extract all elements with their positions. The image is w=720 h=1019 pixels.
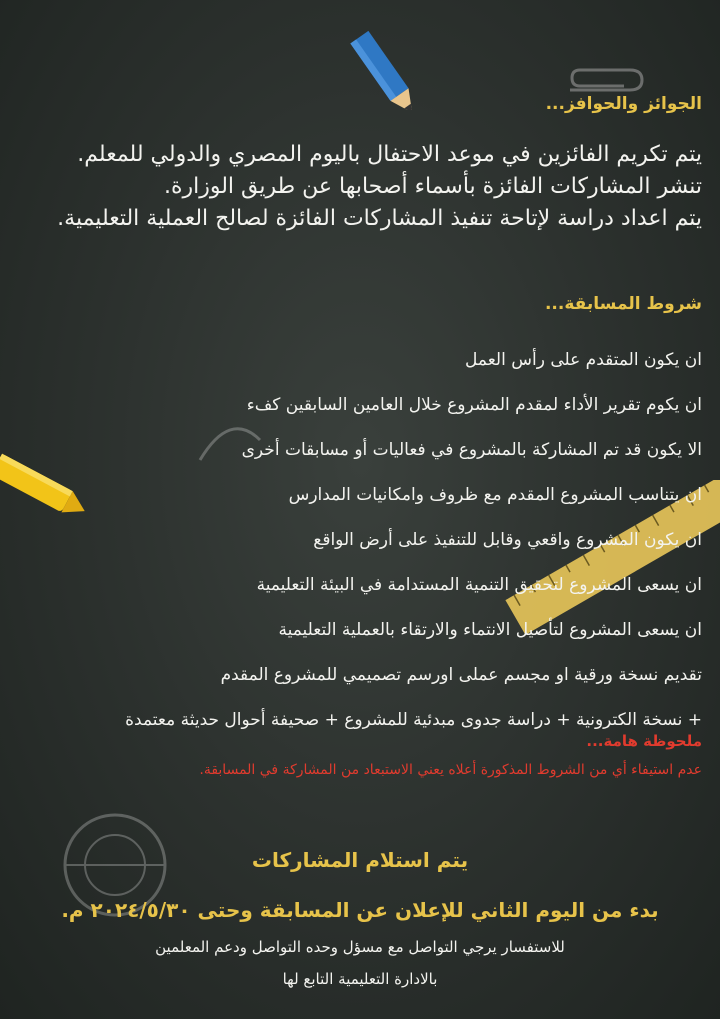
condition-item: + نسخة الكترونية + دراسة جدوى مبدئية للمشروع + صحيفة أحوال حديثة معتمدة	[125, 710, 702, 730]
contact-line-2: بالادارة التعليمية التابع لها	[282, 970, 438, 988]
condition-item: ان يتناسب المشروع المقدم مع ظروف وامكانيات المدارس	[288, 485, 702, 505]
prize-line: يتم تكريم الفائزين في موعد الاحتفال باليوم المصري والدولي للمعلم.	[77, 142, 702, 167]
prize-line: يتم اعداد دراسة لإتاحة تنفيذ المشاركات الفائزة لصالح العملية التعليمية.	[57, 206, 702, 231]
prizes-title: الجوائز والحوافز...	[545, 94, 702, 114]
note-title: ملحوظة هامة...	[586, 732, 702, 750]
note-text: عدم استيفاء أي من الشروط المذكورة أعلاه يعني الاستبعاد من المشاركة في المسابقة.	[199, 762, 702, 778]
condition-item: تقديم نسخة ورقية او مجسم عملى اورسم تصميمي للمشروع المقدم	[220, 665, 702, 685]
condition-item: الا يكون قد تم المشاركة بالمشروع في فعاليات أو مسابقات أخرى	[241, 440, 702, 460]
conditions-title: شروط المسابقة...	[544, 294, 702, 314]
condition-item: ان يسعى المشروع لتحقيق التنمية المستدامة في البيئة التعليمية	[256, 575, 702, 595]
condition-item: ان يكون المتقدم على رأس العمل	[465, 350, 702, 370]
condition-item: ان يكوم تقرير الأداء لمقدم المشروع خلال العامين السابقين كفء	[246, 395, 702, 415]
condition-item: ان يكون المشروع واقعي وقابل للتنفيذ على أرض الواقع	[313, 530, 702, 550]
prize-line: تنشر المشاركات الفائزة بأسماء أصحابها عن طريق الوزارة.	[163, 174, 702, 199]
receive-title: يتم استلام المشاركات	[251, 848, 469, 872]
conditions-list	[18, 338, 702, 743]
receive-date: بدء من اليوم الثاني للإعلان عن المسابقة وحتى ٢٠٢٤/٥/٣٠ م.	[61, 898, 659, 922]
prizes-lines	[18, 140, 702, 236]
contact-line-1: للاستفسار يرجي التواصل مع مسؤل وحده التواصل ودعم المعلمين	[155, 938, 565, 956]
condition-item: ان يسعى المشروع لتأصيل الانتماء والارتقاء بالعملية التعليمية	[278, 620, 702, 640]
